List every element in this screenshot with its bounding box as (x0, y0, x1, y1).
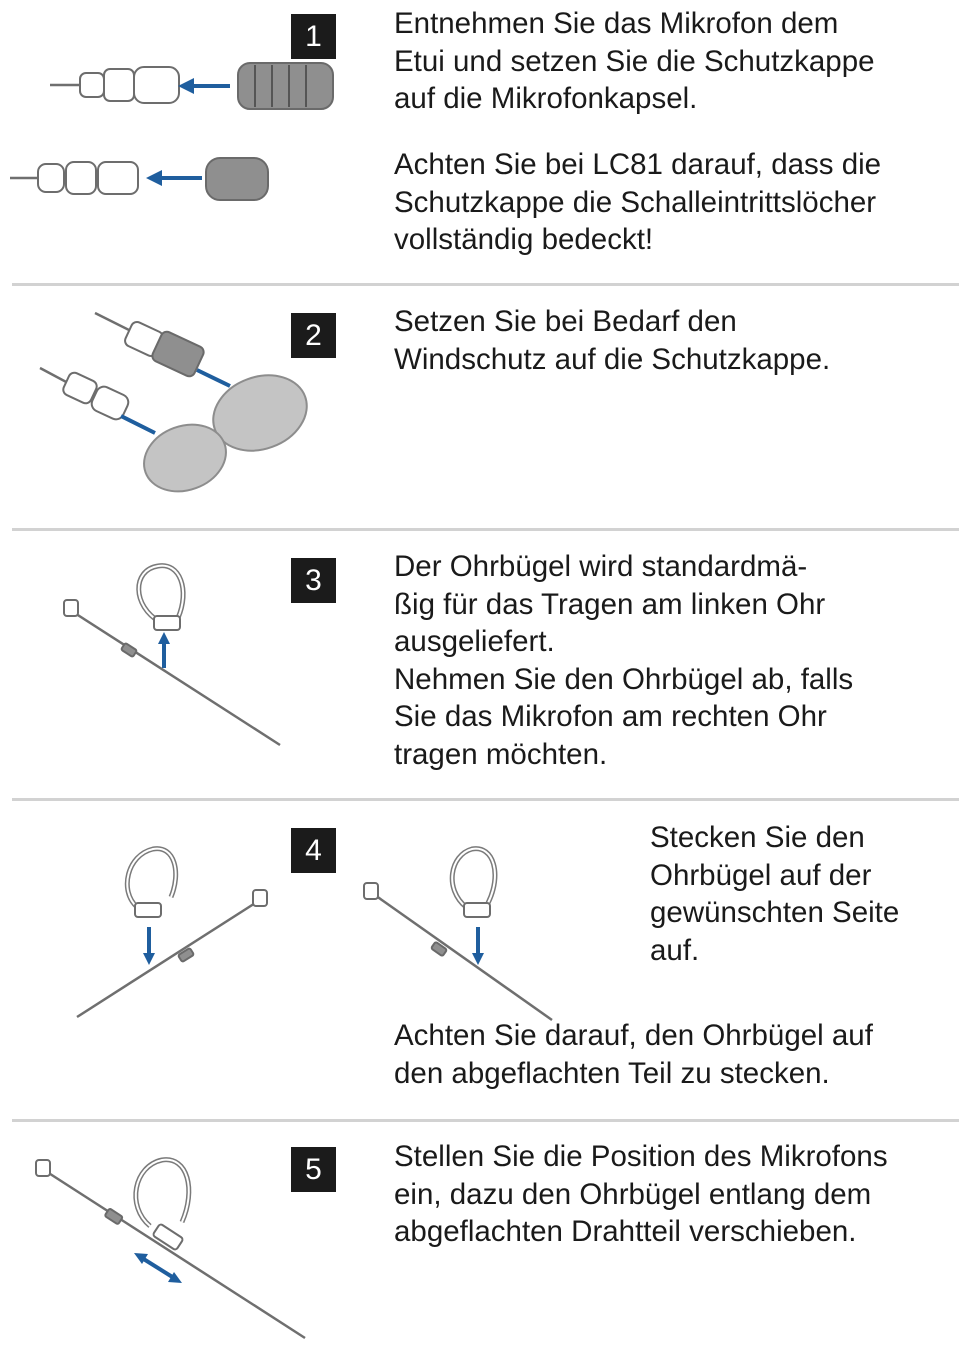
divider-1 (12, 283, 959, 286)
step-5-badge: 5 (291, 1147, 336, 1192)
step-4-badge: 4 (291, 828, 336, 873)
step-1-illustration-bottom (10, 150, 280, 210)
step-5-illustration (30, 1150, 315, 1345)
step-3-badge: 3 (291, 558, 336, 603)
step-2-illustration (35, 308, 315, 508)
divider-3 (12, 798, 959, 801)
step-4-illustration-left (75, 845, 270, 1020)
step-5-text: Stellen Sie die Position des Mikrofons ein, dazu den Ohrbügel entlang dem abgeflachten Drahtteil verschieben. (394, 1140, 888, 1248)
step-1-note: Achten Sie bei LC81 darauf, dass die Schutzkappe die Schalleintrittslöcher vollständig bedeckt! (394, 148, 882, 256)
step-4-text: Stecken Sie den Ohrbügel auf der gewünschten Seite auf. (650, 821, 900, 967)
step-4-illustration-right (360, 845, 560, 1025)
step-3-text: Der Ohrbügel wird standardmä- ßig für das Tragen am linken Ohr ausgeliefert. Nehmen Sie den Ohrbügel ab, falls Sie das Mikrofon am rechten Ohr tragen möchten. (394, 550, 854, 771)
step-1-illustration-top (50, 55, 340, 115)
step-1-badge: 1 (291, 14, 336, 59)
step-1-text: Entnehmen Sie das Mikrofon dem Etui und setzen Sie die Schutzkappe auf die Mikrofonkapsel. (394, 7, 875, 115)
step-3-illustration (60, 560, 290, 750)
divider-2 (12, 528, 959, 531)
step-2-text: Setzen Sie bei Bedarf den Windschutz auf die Schutzkappe. (394, 305, 831, 376)
step-2-badge: 2 (291, 313, 336, 358)
divider-4 (12, 1119, 959, 1122)
step-4-note: Achten Sie darauf, den Ohrbügel auf den abgeflachten Teil zu stecken. (394, 1019, 873, 1090)
